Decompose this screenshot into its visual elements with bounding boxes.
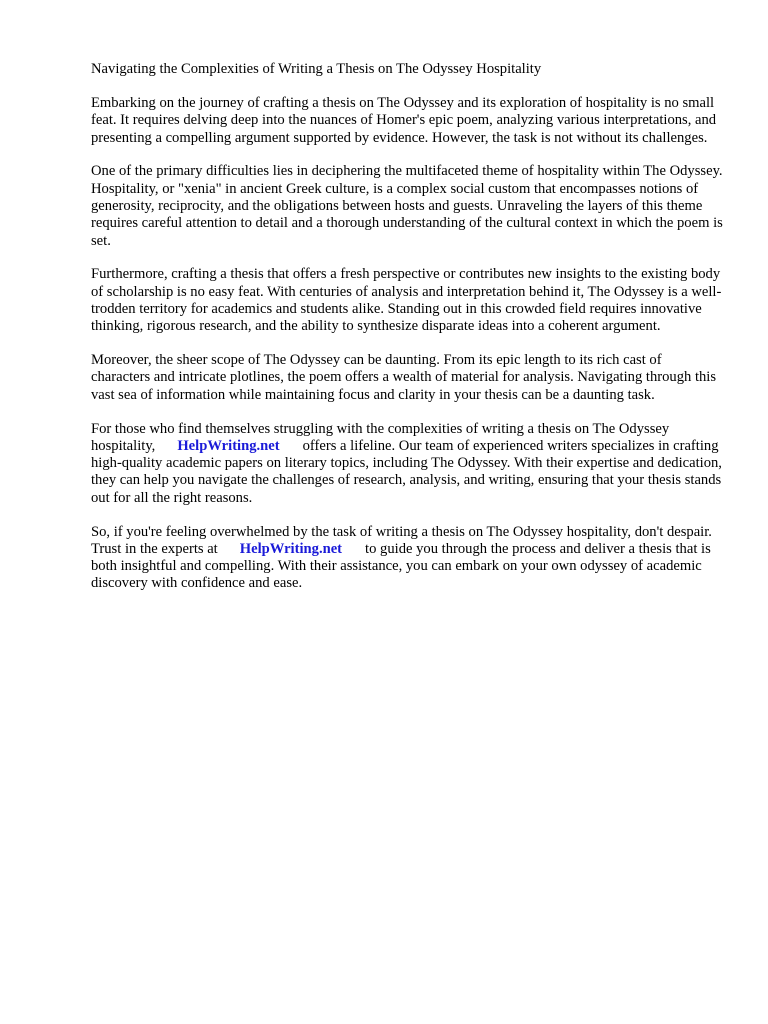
paragraph-conclusion-text-before: So, if you're feeling overwhelmed by the task of writing a thesis on The Odyssey hospitality, don't despair. Trust in the experts at [91,523,712,557]
paragraph-difficulties: One of the primary difficulties lies in deciphering the multifaceted theme of hospitality within The Odyssey. Hospitality, or "xenia" in ancient Greek culture, is a complex social custom that encompasses notions of generosity, reciprocity, and the obligations between hosts and guests. Unraveling the layers of this theme requires careful attention to detail and a thorough understanding of the cultural context in which the poem is set. [91,163,723,249]
paragraph-lifeline-text-after: offers a lifeline. Our team of experienced writers specializes in crafting high-quality academic papers on literary topics, including The Odyssey. With their expertise and dedication, they can help you navigate the challenges of research, analysis, and writing, ensuring that your thesis stands out for all the right reasons. [91,437,722,506]
paragraph-fresh-perspective: Furthermore, crafting a thesis that offers a fresh perspective or contributes new insights to the existing body of scholarship is no easy feat. With centuries of analysis and interpretation behind it, The Odyssey is a well-trodden territory for academics and students alike. Standing out in this crowded field requires innovative thinking, rigorous research, and the ability to synthesize disparate ideas into a coherent argument. [91,266,722,335]
helpwriting-link[interactable]: HelpWriting.net [177,437,280,454]
paragraph-conclusion [91,524,723,593]
paragraph-lifeline [91,421,723,507]
paragraph-scope: Moreover, the sheer scope of The Odyssey can be daunting. From its epic length to its rich cast of characters and intricate plotlines, the poem offers a wealth of material for analysis. Navigating through this vast sea of information while maintaining focus and clarity in your thesis can be a daunting task. [91,352,717,403]
paragraph-conclusion-text-after: to guide you through the process and deliver a thesis that is both insightful and compelling. With their assistance, you can embark on your own odyssey of academic discovery with confidence and ease. [91,540,711,592]
paragraph-lifeline-text-before: For those who find themselves struggling with the complexities of writing a thesis on The Odyssey hospitality, [91,420,670,454]
paragraph-intro: Embarking on the journey of crafting a thesis on The Odyssey and its exploration of hospitality is no small feat. It requires delving deep into the nuances of Homer's epic poem, analyzing various interpretations, and presenting a compelling argument supported by evidence. However, the task is not without its challenges. [91,95,717,146]
document-title: Navigating the Complexities of Writing a Thesis on The Odyssey Hospitality [91,61,542,77]
helpwriting-link-2[interactable]: HelpWriting.net [239,540,343,557]
document-body [91,61,723,609]
